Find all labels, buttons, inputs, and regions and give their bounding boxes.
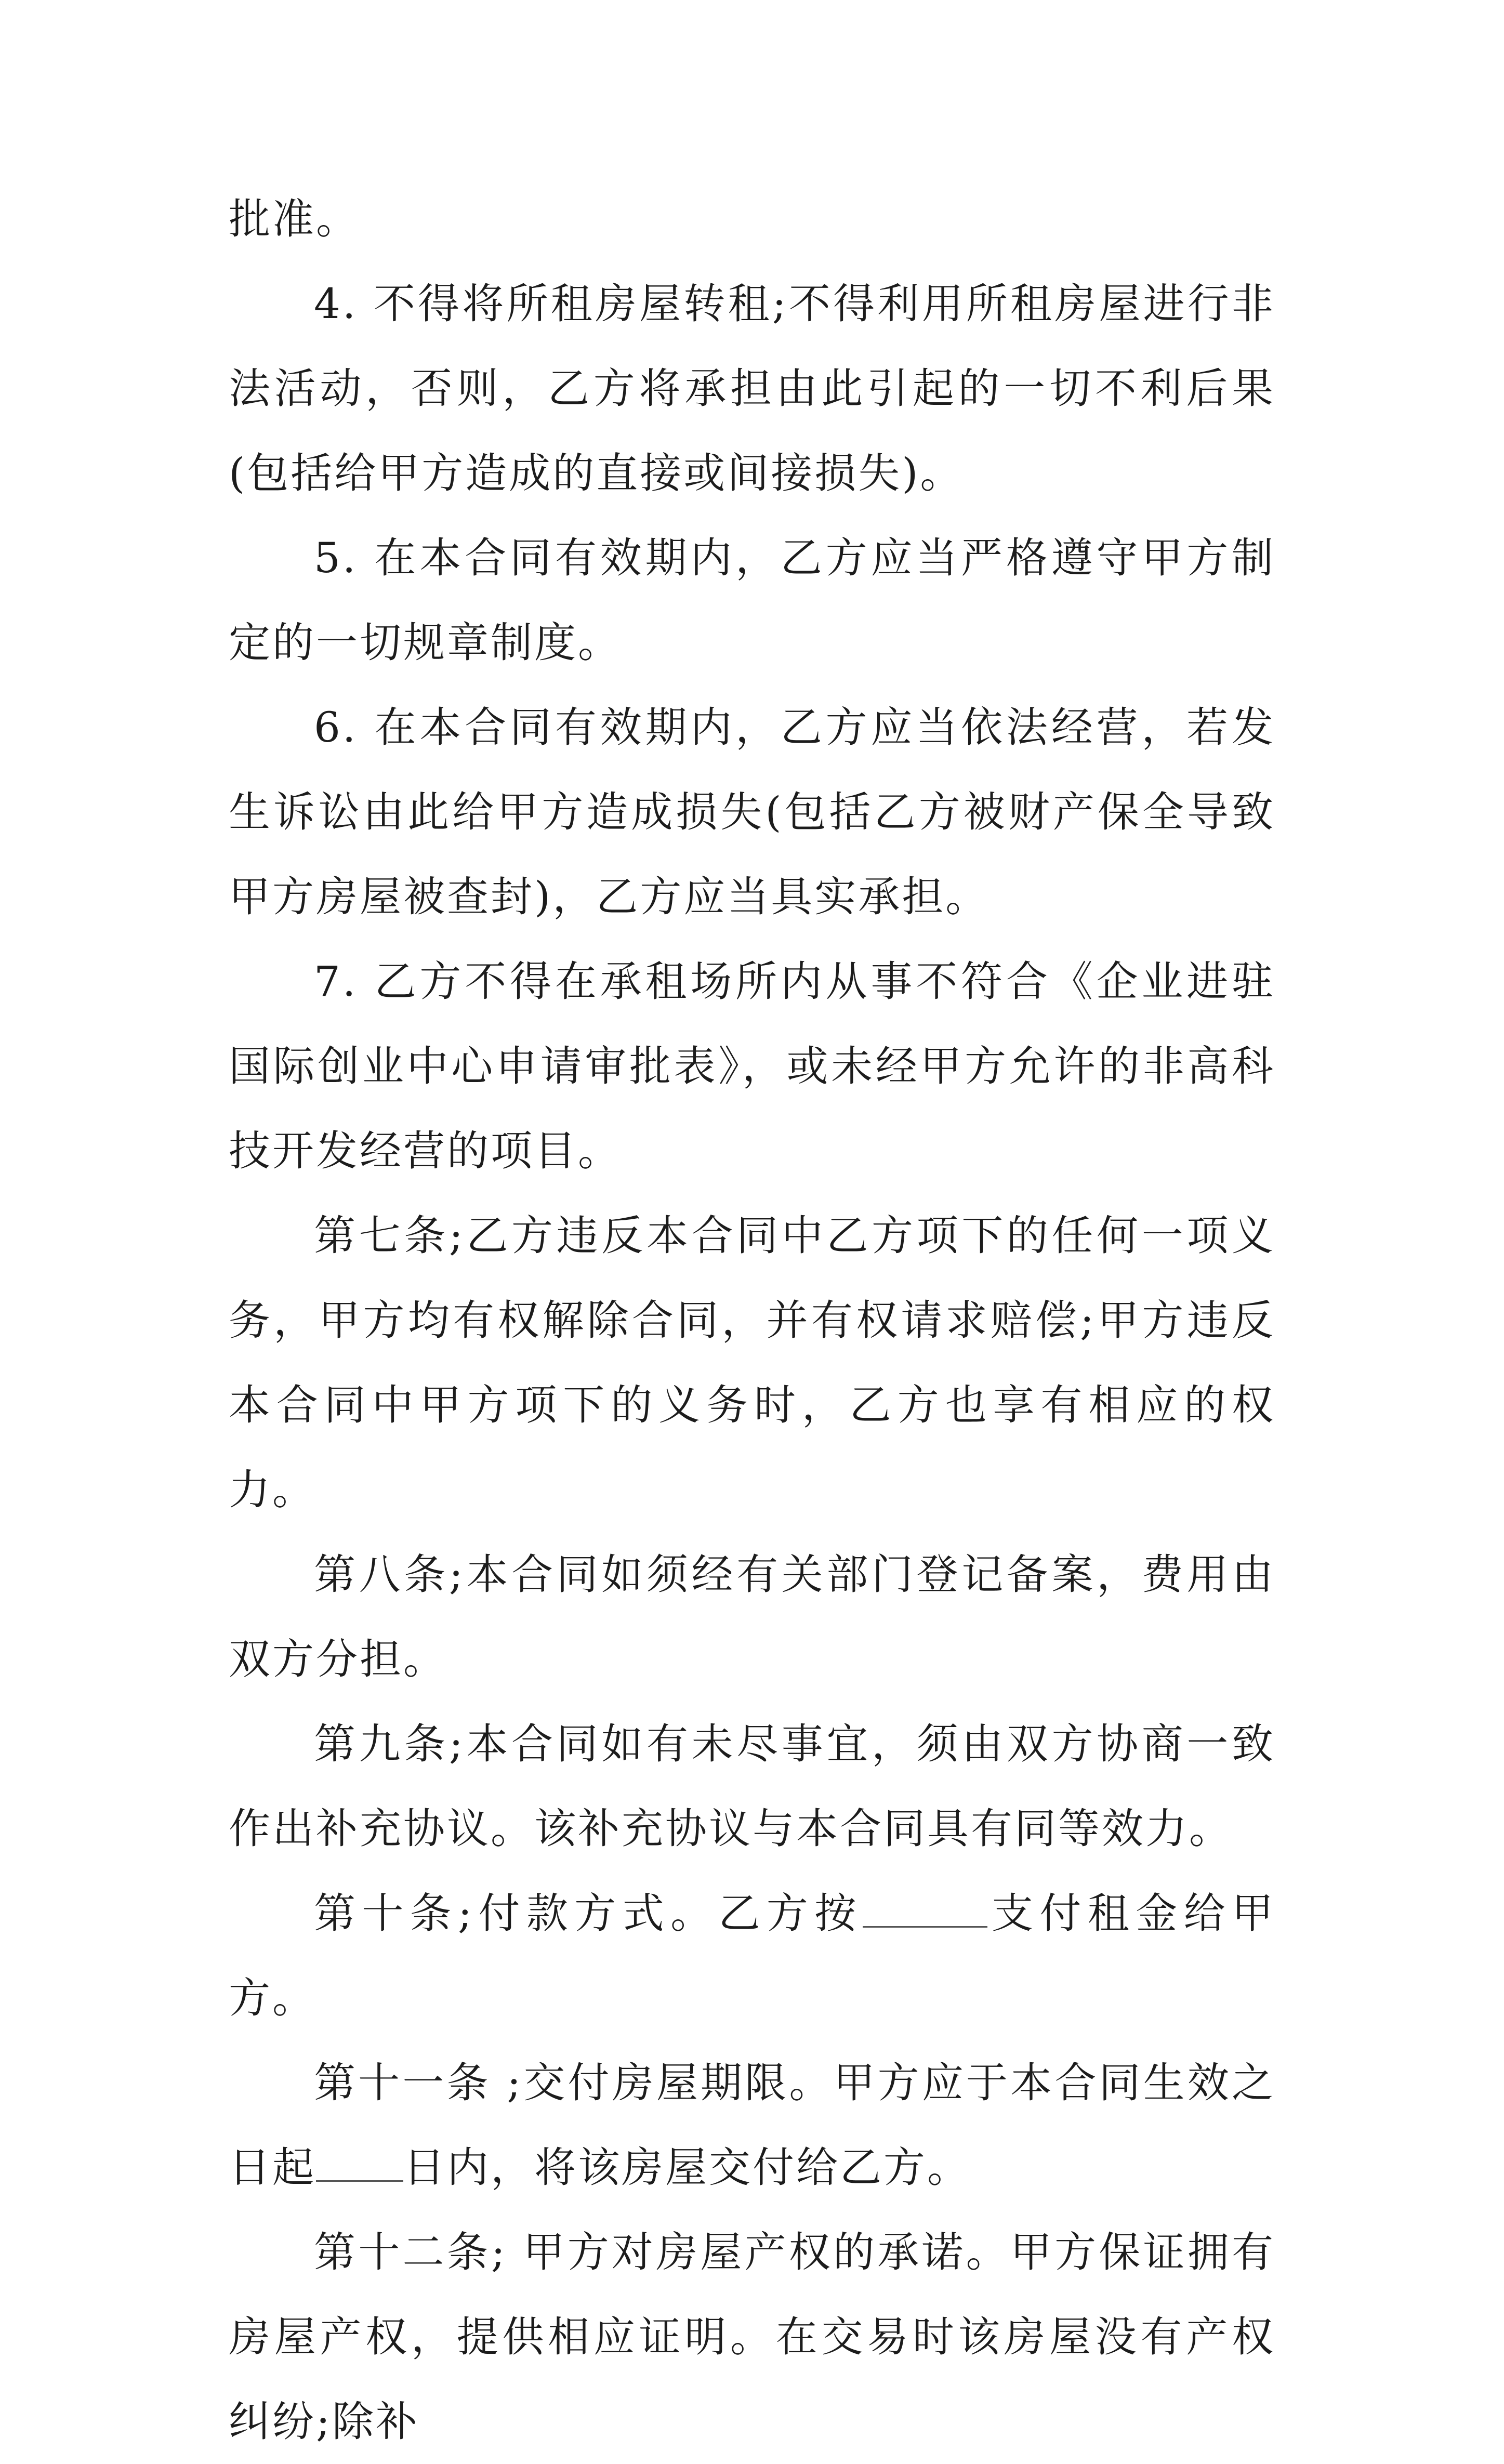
article-12: 第十二条; 甲方对房屋产权的承诺。甲方保证拥有房屋产权，提供相应证明。在交易时该房屋没有产权纠纷;除补: [229, 2228, 1275, 2446]
document-body: [229, 177, 1275, 2464]
article-9: 第九条;本合同如有未尽事宜，须由双方协商一致作出补充协议。该补充协议与本合同具有同等效力。: [229, 1720, 1275, 1853]
article-10-before-blank: 第十条;付款方式。乙方按: [314, 1889, 863, 1938]
clause-item-6: 6. 在本合同有效期内，乙方应当依法经营，若发生诉讼由此给甲方造成损失(包括乙方被财产保全导致甲方房屋被查封)，乙方应当具实承担。: [229, 703, 1275, 921]
paragraph-approval-end: 批准。: [229, 195, 360, 243]
delivery-days-blank: [316, 2148, 403, 2182]
payment-method-blank: [863, 1894, 987, 1928]
article-11: [229, 2040, 1275, 2210]
article-11-before-blank: 第十一条 ;交付房屋期限。甲方应于本合同生效之日起: [229, 2059, 1275, 2192]
article-7: 第七条;乙方违反本合同中乙方项下的任何一项义务，甲方均有权解除合同，并有权请求赔偿;甲方违反本合同中甲方项下的义务时，乙方也享有相应的权力。: [229, 1211, 1275, 1514]
article-10-after-blank: 支付租金给甲方。: [229, 1889, 1276, 2022]
article-11-after-blank: 日内，将该房屋交付给乙方。: [403, 2143, 971, 2192]
clause-item-4: 4. 不得将所租房屋转租;不得利用所租房屋进行非法活动，否则，乙方将承担由此引起的一切不利后果(包括给甲方造成的直接或间接损失)。: [229, 280, 1275, 497]
clause-item-7: 7. 乙方不得在承租场所内从事不符合《企业进驻国际创业中心申请审批表》，或未经甲方允许的非高科技开发经营的项目。: [229, 957, 1275, 1175]
clause-item-5: 5. 在本合同有效期内，乙方应当严格遵守甲方制定的一切规章制度。: [229, 534, 1275, 667]
article-8: 第八条;本合同如须经有关部门登记备案，费用由双方分担。: [229, 1550, 1275, 1683]
article-10: [229, 1871, 1275, 2040]
